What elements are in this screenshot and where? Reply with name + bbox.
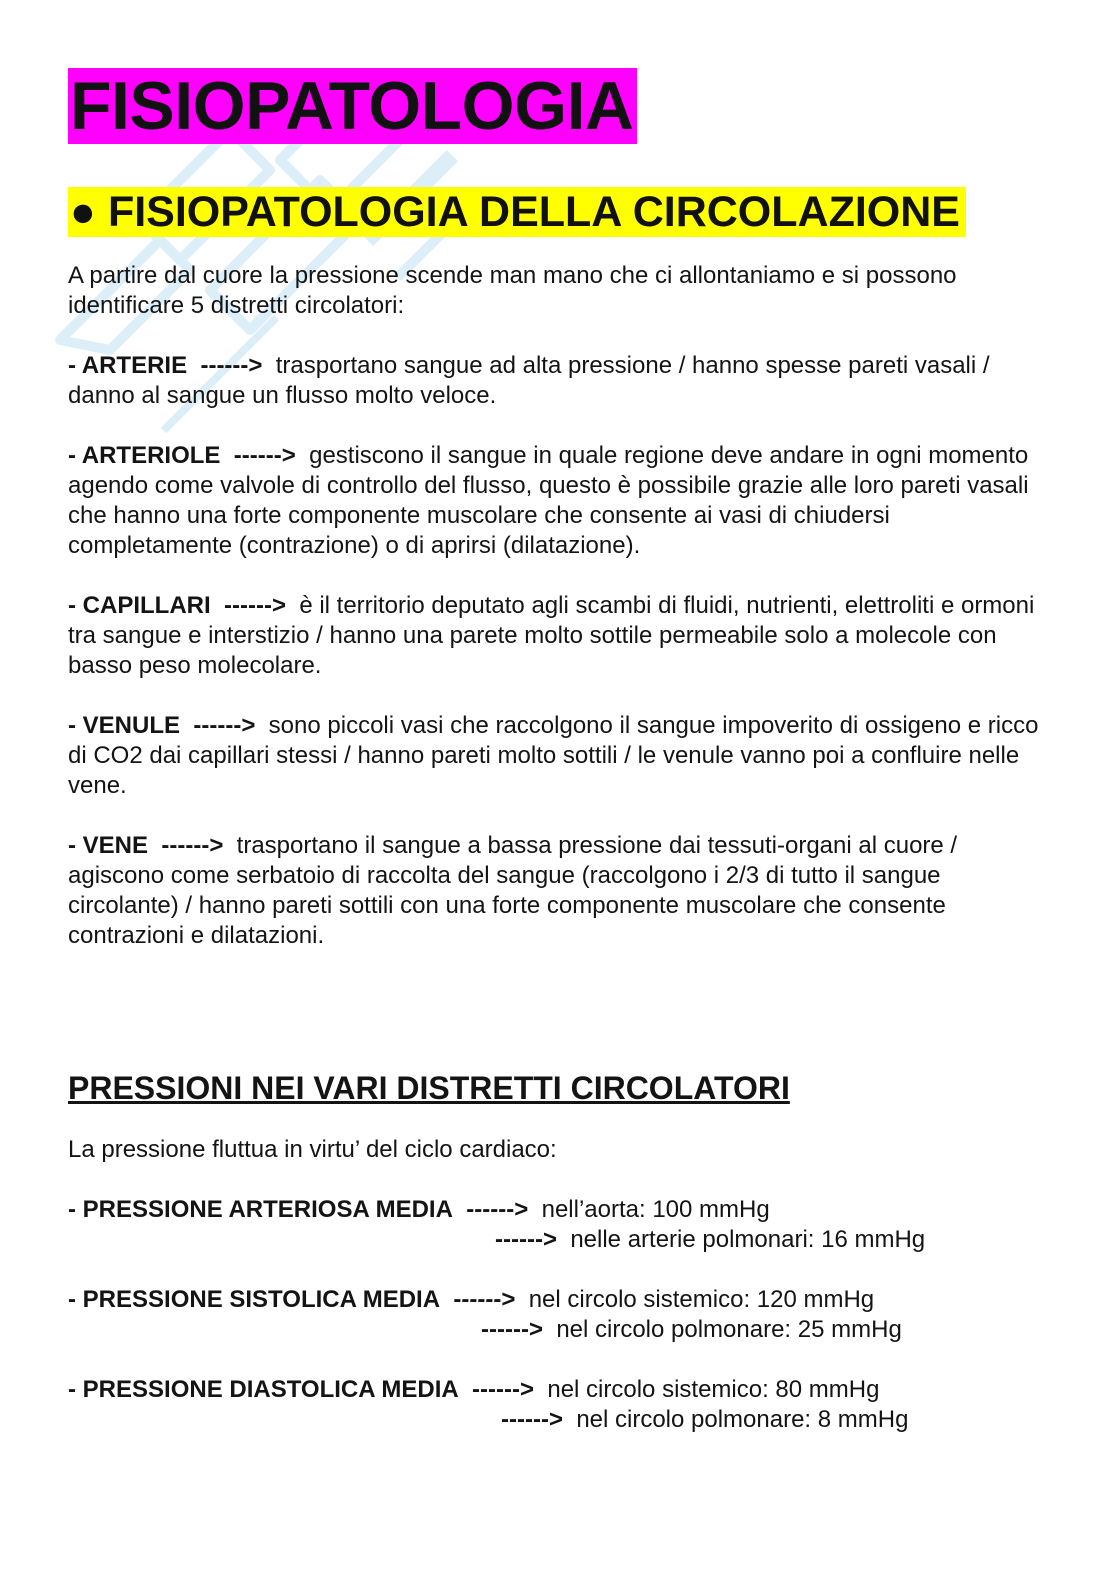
intro-paragraph: A partire dal cuore la pressione scende man mano che ci allontaniamo e si possono identificare 5 distretti circolatori: (68, 262, 957, 319)
term: - VENULE (68, 712, 181, 739)
list-item-arterie (68, 351, 1048, 411)
description: gestiscono il sangue in quale regione deve andare in ogni momento agendo come valvole di controllo del flusso, questo è possibile grazie alle loro pareti vasali che hanno una forte componente muscolare che consente ai vasi di chiudersi completamente (contrazione) o di aprirsi (dilatazione). (68, 442, 1029, 559)
arrow: ------> (224, 592, 286, 619)
value: nell’aorta: 100 mmHg (541, 1196, 770, 1223)
value: nel circolo polmonare: 25 mmHg (556, 1316, 902, 1343)
arrow: ------> (453, 1286, 516, 1313)
term: - PRESSIONE SISTOLICA MEDIA (68, 1286, 441, 1313)
term: - PRESSIONE ARTERIOSA MEDIA (68, 1196, 453, 1223)
description: trasportano il sangue a bassa pressione dai tessuti-organi al cuore / agiscono come serbatoio di raccolta del sangue (raccolgono i 2/3 di tutto il sangue circolante) / hanno pareti sottili con una forte componente muscolare che consente contrazioni e dilatazioni. (68, 832, 958, 949)
arrow: ------> (233, 442, 296, 469)
arrow: ------> (472, 1376, 535, 1403)
arrow: ------> (481, 1316, 543, 1343)
value: nel circolo polmonare: 8 mmHg (576, 1406, 909, 1433)
pressure-line (68, 1285, 1048, 1315)
term: - CAPILLARI (68, 592, 211, 619)
value: nel circolo sistemico: 120 mmHg (528, 1286, 875, 1313)
section-title-text: FISIOPATOLOGIA DELLA CIRCOLAZIONE (107, 188, 960, 236)
main-title: FISIOPATOLOGIA (68, 68, 637, 144)
bullet-icon: ● (70, 188, 96, 236)
list-item-arteriole (68, 441, 1048, 561)
value: nel circolo sistemico: 80 mmHg (547, 1376, 880, 1403)
arrow: ------> (495, 1226, 557, 1253)
value: nelle arterie polmonari: 16 mmHg (570, 1226, 926, 1253)
pressure-line (68, 1405, 1048, 1435)
pressure-line (68, 1375, 1048, 1405)
arrow: ------> (466, 1196, 529, 1223)
term: - PRESSIONE DIASTOLICA MEDIA (68, 1376, 459, 1403)
list-item-venule (68, 711, 1048, 801)
description: trasportano sangue ad alta pressione / hanno spesse pareti vasali / danno al sangue un flusso molto veloce. (68, 352, 990, 409)
pressure-group-diastolica (68, 1375, 1048, 1435)
document-page (68, 68, 1048, 1435)
pressures-lead: La pressione fluttua in virtu’ del ciclo cardiaco: (68, 1136, 557, 1163)
pressure-line (68, 1225, 1048, 1255)
list-item-vene (68, 831, 1048, 951)
arrow: ------> (501, 1406, 563, 1433)
section-title (68, 187, 966, 237)
pressure-group-arteriosa (68, 1195, 1048, 1255)
description: è il territorio deputato agli scambi di fluidi, nutrienti, elettroliti e ormoni tra sangue e interstizio / hanno una parete molto sottile permeabile solo a molecole con basso peso molecolare. (68, 592, 1035, 679)
arrow: ------> (161, 832, 224, 859)
term: - VENE (68, 832, 149, 859)
term: - ARTERIOLE (68, 442, 221, 469)
arrow: ------> (200, 352, 263, 379)
pressure-group-sistolica (68, 1285, 1048, 1345)
arrow: ------> (193, 712, 256, 739)
term: - ARTERIE (68, 352, 188, 379)
list-item-capillari (68, 591, 1048, 681)
pressure-line (68, 1195, 1048, 1225)
description: sono piccoli vasi che raccolgono il sangue impoverito di ossigeno e ricco di CO2 dai capillari stessi / hanno pareti molto sottili / le venule vanno poi a confluire nelle vene. (68, 712, 1039, 799)
pressure-line (68, 1315, 1048, 1345)
pressures-heading: PRESSIONI NEI VARI DISTRETTI CIRCOLATORI (68, 1070, 790, 1106)
